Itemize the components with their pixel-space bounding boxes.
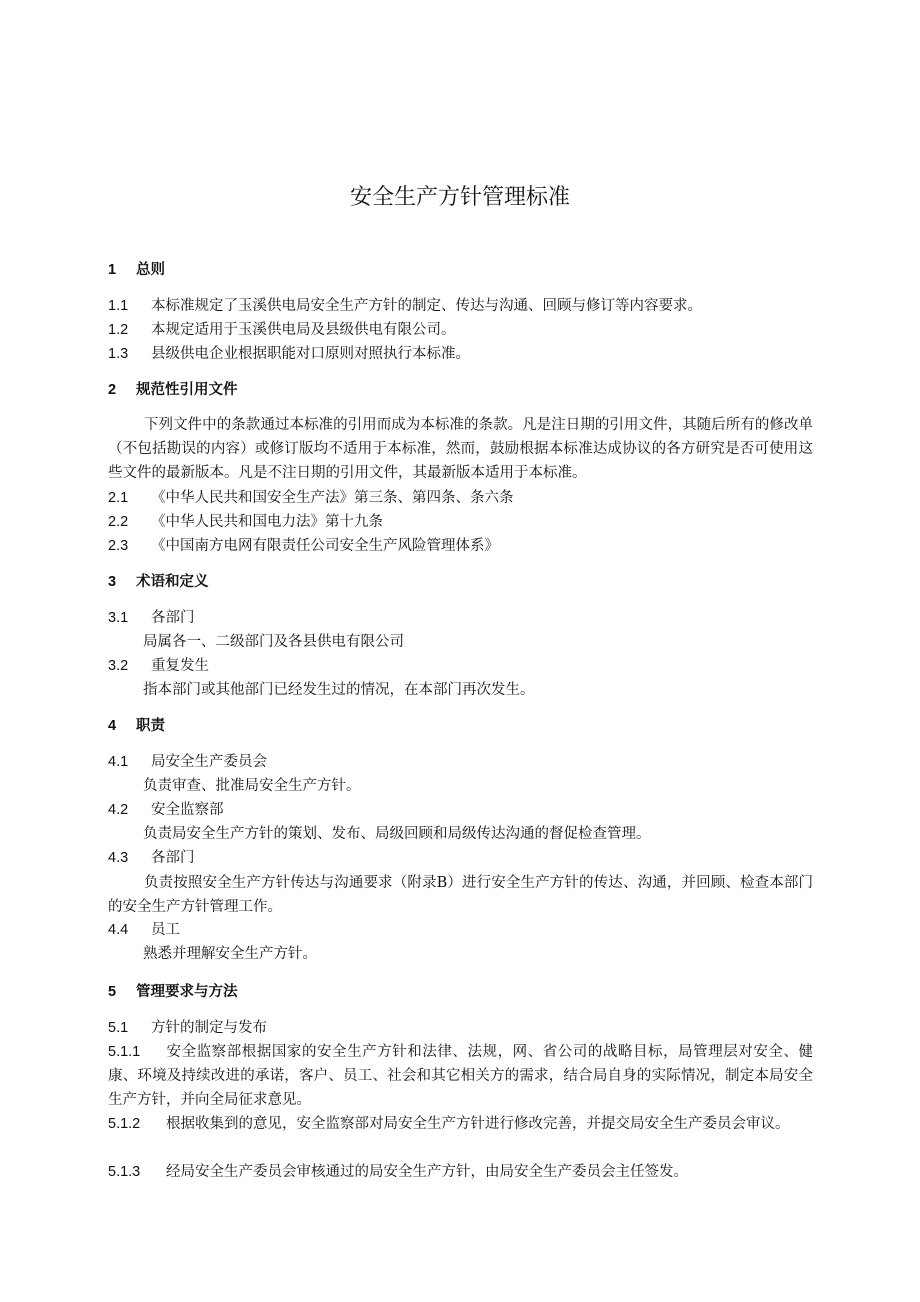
clause-text: 《中华人民共和国安全生产法》第三条、第四条、条六条 <box>151 490 514 506</box>
clause-5-1 <box>108 1016 813 1040</box>
clause-text: 根据收集到的意见，安全监察部对局安全生产方针进行修改完善，并提交局安全生产委员会审议。 <box>166 1116 790 1132</box>
clause-text: 本规定适用于玉溪供电局及县级供电有限公司。 <box>151 322 456 338</box>
clause-text: 方针的制定与发布 <box>151 1020 267 1036</box>
clause-3-1-desc: 局属各一、二级部门及各县供电有限公司 <box>143 634 404 650</box>
clause-4-4 <box>108 918 813 942</box>
clause-4-2-desc: 负责局安全生产方针的策划、发布、局级回顾和局级传达沟通的督促检查管理。 <box>143 826 651 842</box>
clause-3-2 <box>108 654 813 678</box>
clause-number: 5.1.2 <box>108 1116 141 1132</box>
clause-2-3 <box>108 534 813 558</box>
section-number: 1 <box>108 262 117 278</box>
clause-text: 《中华人民共和国电力法》第十九条 <box>151 514 383 530</box>
clause-2-1 <box>108 486 813 510</box>
clause-text: 安全监察部根据国家的安全生产方针和法律、法规，网、省公司的战略目标，局管理层对安全、健康、环境及持续改进的承诺，客户、员工、社会和其它相关方的需求，结合局自身的实际情况，制定本局安全生产方针，并向全局征求意见。 <box>108 1044 813 1108</box>
clause-number: 1.1 <box>108 298 129 314</box>
clause-text: 县级供电企业根据职能对口原则对照执行本标准。 <box>151 346 470 362</box>
section-title: 术语和定义 <box>136 574 209 590</box>
clause-4-1-desc: 负责审查、批准局安全生产方针。 <box>143 778 361 794</box>
clause-3-2-desc: 指本部门或其他部门已经发生过的情况，在本部门再次发生。 <box>143 682 535 698</box>
clause-number: 3.1 <box>108 610 129 626</box>
section-number: 5 <box>108 984 117 1000</box>
clause-number: 3.2 <box>108 658 129 674</box>
clause-1-2 <box>108 318 813 342</box>
clause-3-1 <box>108 606 813 630</box>
section-number: 3 <box>108 574 117 590</box>
section-title: 管理要求与方法 <box>136 984 238 1000</box>
section-5-heading <box>108 980 813 1004</box>
clause-4-1 <box>108 750 813 774</box>
clause-number: 2.2 <box>108 514 129 530</box>
clause-text: 本标准规定了玉溪供电局安全生产方针的制定、传达与沟通、回顾与修订等内容要求。 <box>151 298 702 314</box>
clause-number: 5.1 <box>108 1020 129 1036</box>
clause-number: 2.3 <box>108 538 129 554</box>
section-title: 总则 <box>136 262 165 278</box>
clause-4-3-desc: 负责按照安全生产方针传达与沟通要求（附录B）进行安全生产方针的传达、沟通，并回顾、检查本部门的安全生产方针管理工作。 <box>108 875 813 915</box>
clause-number: 1.2 <box>108 322 129 338</box>
clause-number: 4.3 <box>108 850 129 866</box>
section-4-heading <box>108 714 813 738</box>
section-3-heading <box>108 570 813 594</box>
clause-1-3 <box>108 342 813 366</box>
clause-text: 局安全生产委员会 <box>151 754 267 770</box>
clause-number: 2.1 <box>108 490 129 506</box>
clause-4-2 <box>108 798 813 822</box>
clause-text: 员工 <box>151 922 180 938</box>
clause-text: 重复发生 <box>151 658 209 674</box>
section-2-heading <box>108 378 813 402</box>
clause-5-1-1 <box>108 1040 813 1112</box>
clause-1-1 <box>108 294 813 318</box>
clause-5-1-2 <box>108 1112 813 1136</box>
clause-number: 5.1.1 <box>108 1044 141 1060</box>
clause-number: 5.1.3 <box>108 1164 141 1180</box>
section-title: 职责 <box>136 718 165 734</box>
clause-text: 《中国南方电网有限责任公司安全生产风险管理体系》 <box>151 538 499 554</box>
clause-5-1-3 <box>108 1160 813 1184</box>
section-title: 规范性引用文件 <box>136 382 238 398</box>
clause-number: 4.4 <box>108 922 129 938</box>
clause-text: 各部门 <box>151 850 195 866</box>
section-number: 4 <box>108 718 117 734</box>
clause-text: 各部门 <box>151 610 195 626</box>
clause-text: 安全监察部 <box>151 802 224 818</box>
section-number: 2 <box>108 382 117 398</box>
section-1-heading <box>108 258 813 282</box>
clause-number: 1.3 <box>108 346 129 362</box>
clause-4-4-desc: 熟悉并理解安全生产方针。 <box>143 946 317 962</box>
clause-number: 4.2 <box>108 802 129 818</box>
section-2-intro: 下列文件中的条款通过本标准的引用而成为本标准的条款。凡是注日期的引用文件，其随后所有的修改单（不包括勘误的内容）或修订版均不适用于本标准，然而，鼓励根据本标准达成协议的各方研究是否可使用这些文件的最新版本。凡是不注日期的引用文件，其最新版本适用于本标准。 <box>108 417 813 481</box>
clause-2-2 <box>108 510 813 534</box>
clause-4-3 <box>108 846 813 870</box>
page-title: 安全生产方针管理标准 <box>349 185 570 210</box>
clause-text: 经局安全生产委员会审核通过的局安全生产方针，由局安全生产委员会主任签发。 <box>166 1164 688 1180</box>
clause-number: 4.1 <box>108 754 129 770</box>
